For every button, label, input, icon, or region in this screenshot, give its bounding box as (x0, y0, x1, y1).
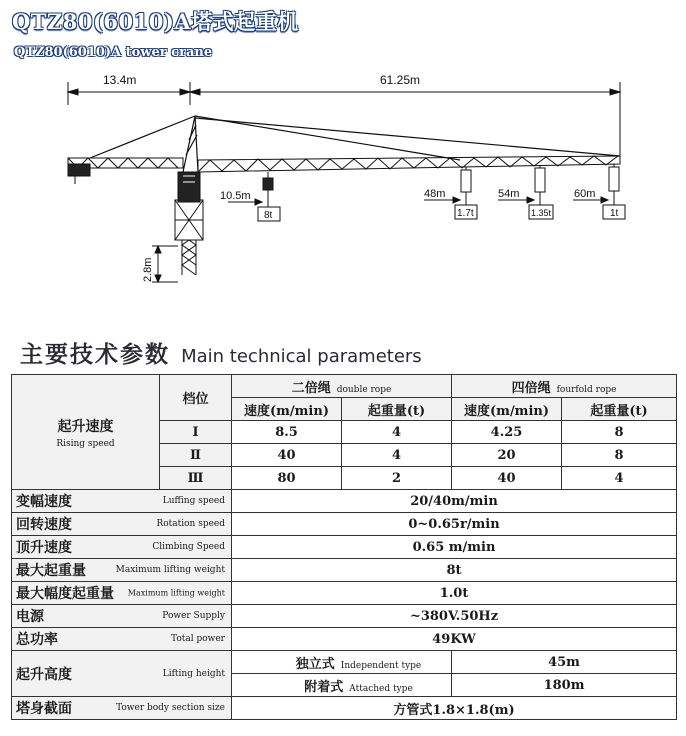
param-label: 最大起重量 Maximum lifting weight (12, 559, 232, 582)
attached-type-label: 附着式 Attached type (232, 674, 452, 697)
jib (198, 156, 620, 172)
independent-type-value: 45m (452, 651, 677, 674)
jib-length: 61.25m (380, 73, 421, 87)
param-value: 49KW (232, 628, 677, 651)
param-value: 0.65 m/min (232, 536, 677, 559)
double-speed-header: 速度(m/min) (232, 398, 342, 421)
tower-mast (175, 172, 203, 275)
gear-header: 档位 (160, 375, 232, 421)
independent-type-label: 独立式 Independent type (232, 651, 452, 674)
table-row (12, 582, 677, 605)
tower-section-value: 方管式1.8×1.8(m) (232, 697, 677, 720)
section-size-label: 2.8m (142, 257, 154, 282)
load-radius-4: 60m (574, 188, 596, 200)
param-label: 回转速度 Rotation speed (12, 513, 232, 536)
heading-en: Main technical parameters (181, 346, 422, 367)
load-weight-2: 1.7t (457, 208, 474, 219)
load-radius-2: 48m (424, 188, 446, 200)
load-weight-1: 8t (264, 210, 273, 221)
table-row (12, 559, 677, 582)
param-label: 电源 Power Supply (12, 605, 232, 628)
load-radius-3: 54m (498, 188, 520, 200)
table-row (12, 605, 677, 628)
table-row: Ⅲ 80 2 40 4 (12, 467, 677, 490)
load-weight-4: 1t (610, 208, 619, 219)
lifting-height-label: 起升高度 Lifting height (12, 651, 232, 697)
table-row (12, 513, 677, 536)
section-heading (20, 336, 422, 369)
heading-cn: 主要技术参数 (20, 341, 170, 368)
load-weight-3: 1.35t (531, 208, 552, 218)
page-title: QTZ80(6010)A塔式起重机 (12, 9, 299, 34)
table-row: Ⅱ 40 4 20 8 (12, 444, 677, 467)
tower-head (90, 116, 620, 172)
section-dimension (152, 246, 178, 282)
fourfold-rope-header: 四倍绳 fourfold rope (452, 375, 677, 398)
param-value: 8t (232, 559, 677, 582)
table-header-row-1 (12, 375, 677, 398)
param-label: 最大幅度起重量 Maximum lifting weight (12, 582, 232, 605)
table-row: Ⅰ 8.5 4 4.25 8 (12, 421, 677, 444)
param-value: 0~0.65r/min (232, 513, 677, 536)
tower-crane-diagram (0, 60, 686, 300)
table-row (12, 490, 677, 513)
param-label: 顶升速度 Climbing Speed (12, 536, 232, 559)
attached-type-value: 180m (452, 674, 677, 697)
counter-jib (68, 158, 183, 184)
param-value: 1.0t (232, 582, 677, 605)
param-value: ~380V.50Hz (232, 605, 677, 628)
table-row (12, 697, 677, 720)
rising-speed-label: 起升速度 Rising speed (12, 375, 160, 490)
radius-arrows (228, 197, 608, 205)
page-subtitle: QTZ80(6010)A tower crane (14, 45, 213, 60)
param-value: 20/40m/min (232, 490, 677, 513)
param-label: 总功率 Total power (12, 628, 232, 651)
load-radius-1: 10.5m (220, 190, 251, 202)
table-row (12, 651, 677, 674)
table-row (12, 628, 677, 651)
double-load-header: 起重量(t) (342, 398, 452, 421)
table-row (12, 536, 677, 559)
param-label: 变幅速度 Luffing speed (12, 490, 232, 513)
tower-section-label: 塔身截面 Tower body section size (12, 697, 232, 720)
double-rope-header: 二倍绳 double rope (232, 375, 452, 398)
fourfold-speed-header: 速度(m/min) (452, 398, 562, 421)
technical-parameters-table (11, 374, 677, 720)
counter-jib-length: 13.4m (103, 73, 137, 87)
fourfold-load-header: 起重量(t) (562, 398, 677, 421)
